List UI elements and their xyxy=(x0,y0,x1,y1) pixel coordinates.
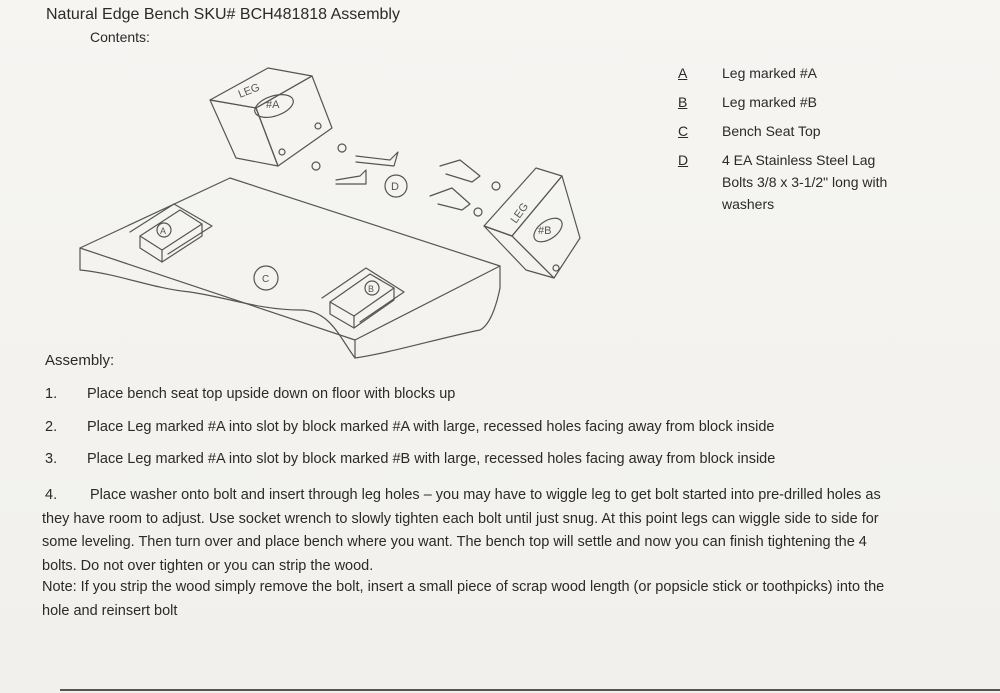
contents-label: Contents: xyxy=(90,29,150,45)
part-letter: B xyxy=(678,94,688,110)
part-row xyxy=(678,120,978,142)
step-text: Place Leg marked #A into slot by block marked #A with large, recessed holes facing away from block inside xyxy=(87,419,775,435)
part-description: Leg marked #B xyxy=(722,94,817,110)
step-number: 1. xyxy=(45,386,58,402)
block-b-sketch xyxy=(322,268,404,328)
part-row xyxy=(678,91,978,113)
step-text: Place Leg marked #A into slot by block marked #B with large, recessed holes facing away from block inside xyxy=(87,451,776,467)
step-3 xyxy=(45,451,775,467)
step-number: 4. xyxy=(45,487,58,503)
step-text: Place washer onto bolt and insert through leg holes – you may have to wiggle leg to get bolt started into pre-drilled holes as they have room to adjust. Use socket wrench to slowly tighten each bolt until just snug. At this point legs can wiggle side to side for some leveling. Then turn over and place bench where you want. The bench top will settle and now you can finish tightening the 4 bolts. Do not over tighten or you can strip the wood. xyxy=(42,487,881,574)
part-row xyxy=(678,62,978,84)
leg-b-mark: #B xyxy=(538,225,552,237)
leg-b-sketch xyxy=(484,168,580,278)
bench-seat-top xyxy=(80,178,500,358)
block-b-mark: B xyxy=(368,284,375,294)
step-2 xyxy=(45,419,775,435)
lag-bolts-sketch xyxy=(312,144,500,216)
step-number: 3. xyxy=(45,451,58,467)
part-letter: D xyxy=(678,152,689,168)
assembly-sketch xyxy=(60,48,620,368)
bottom-rule xyxy=(60,689,1000,691)
step-number: 2. xyxy=(45,419,58,435)
seat-mark-c: C xyxy=(262,274,270,285)
part-description: 4 EA Stainless Steel Lag Bolts 3/8 x 3-1/2" long with washers xyxy=(722,152,888,212)
document-title: Natural Edge Bench SKU# BCH481818 Assembly xyxy=(46,6,400,23)
bolt-mark-d: D xyxy=(391,181,399,193)
leg-a-sketch xyxy=(210,68,332,166)
note-text: Note: If you strip the wood simply remove the bolt, insert a small piece of scrap wood length (or popsicle stick or toothpicks) into the hole and reinsert bolt xyxy=(42,579,885,619)
parts-list xyxy=(678,62,978,222)
part-letter: A xyxy=(678,65,688,81)
block-a-mark: A xyxy=(160,226,167,236)
step-1 xyxy=(45,386,455,402)
leg-a-label: LEG xyxy=(236,81,262,101)
part-description: Leg marked #A xyxy=(722,65,817,81)
step-4 xyxy=(42,484,892,578)
part-row xyxy=(678,149,978,215)
assembly-heading: Assembly: xyxy=(45,352,115,369)
block-a-sketch xyxy=(130,204,212,262)
part-description: Bench Seat Top xyxy=(722,123,821,139)
part-letter: C xyxy=(678,123,689,139)
leg-b-label: LEG xyxy=(508,200,532,226)
leg-a-mark: #A xyxy=(266,99,280,111)
step-text: Place bench seat top upside down on floor with blocks up xyxy=(87,386,456,402)
